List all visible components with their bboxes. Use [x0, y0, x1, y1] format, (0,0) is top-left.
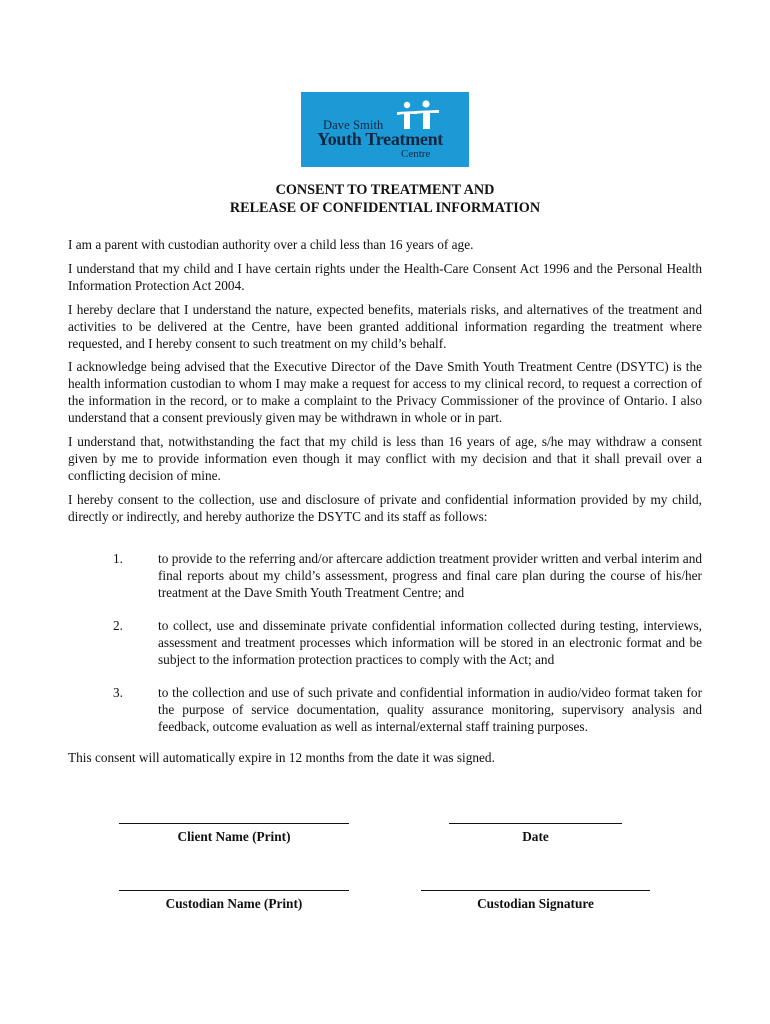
paragraph-consent-authorization: I hereby consent to the collection, use and disclosure of private and confidential information provided by my child, directly or indirectly, and hereby authorize the DSYTC and its staff as follows:	[68, 492, 702, 524]
client-name-label: Client Name (Print)	[177, 829, 291, 844]
paragraph-rights: I understand that my child and I have certain rights under the Health-Care Consent Act 1996 and the Personal Health Information Protection Act 2004.	[68, 261, 702, 293]
list-item-number: 1.	[113, 551, 123, 566]
list-item-text: to the collection and use of such private and confidential information in audio/video format taken for the purpose of service documentation, quality assurance monitoring, supervisory analysis and feedback, outcome evaluation as well as internal/external staff training purposes.	[158, 685, 702, 734]
client-name-line[interactable]	[119, 823, 349, 824]
custodian-name-label: Custodian Name (Print)	[165, 896, 303, 911]
paragraph-acknowledgement: I acknowledge being advised that the Executive Director of the Dave Smith Youth Treatment Centre (DSYTC) is the health information custodian to whom I may make a request for access to my clinical record, to request a correction of the information in the record, or to make a complaint to the Privacy Commissioner of the province of Ontario. I also understand that a consent previously given may be withdrawn in whole or in part.	[68, 359, 702, 425]
document-title-line1: CONSENT TO TREATMENT AND	[275, 182, 495, 198]
paragraph-expiry: This consent will automatically expire in 12 months from the date it was signed.	[68, 750, 495, 765]
document-title-line2: RELEASE OF CONFIDENTIAL INFORMATION	[229, 200, 541, 216]
custodian-signature-line[interactable]	[421, 890, 650, 891]
logo-text-line3: Centre	[401, 148, 431, 160]
paragraph-declaration: I hereby declare that I understand the nature, expected benefits, materials risks, and alternatives of the treatment and activities to be delivered at the Centre, have been granted additional information regarding the treatment where requested, and I hereby consent to such treatment on my child’s behalf.	[68, 302, 702, 351]
list-item-number: 2.	[113, 618, 123, 633]
organization-logo	[301, 92, 469, 167]
list-item-number: 3.	[113, 685, 123, 700]
list-item-text: to collect, use and disseminate private confidential information collected during testing, interviews, assessment and treatment processes which information will be stored in an electronic format and be subject to the information protection practices to comply with the Act; and	[158, 618, 702, 667]
paragraph-withdrawal: I understand that, notwithstanding the fact that my child is less than 16 years of age, s/he may withdraw a consent given by me to provide information even though it may conflict with my decision and that it shall prevail over a conflicting decision of mine.	[68, 434, 702, 483]
logo-text-line1: Dave Smith	[323, 118, 384, 132]
custodian-name-line[interactable]	[119, 890, 349, 891]
children-figures-icon	[393, 100, 443, 130]
date-label: Date	[522, 829, 549, 844]
custodian-signature-label: Custodian Signature	[477, 896, 594, 911]
date-line[interactable]	[449, 823, 622, 824]
paragraph-custodian-authority: I am a parent with custodian authority over a child less than 16 years of age.	[68, 237, 474, 252]
list-item-text: to provide to the referring and/or aftercare addiction treatment provider written and verbal interim and final reports about my child’s assessment, progress and final care plan during the course of his/her treatment at the Dave Smith Youth Treatment Centre; and	[158, 551, 702, 600]
logo-text-line2: Youth Treatment	[317, 129, 444, 149]
